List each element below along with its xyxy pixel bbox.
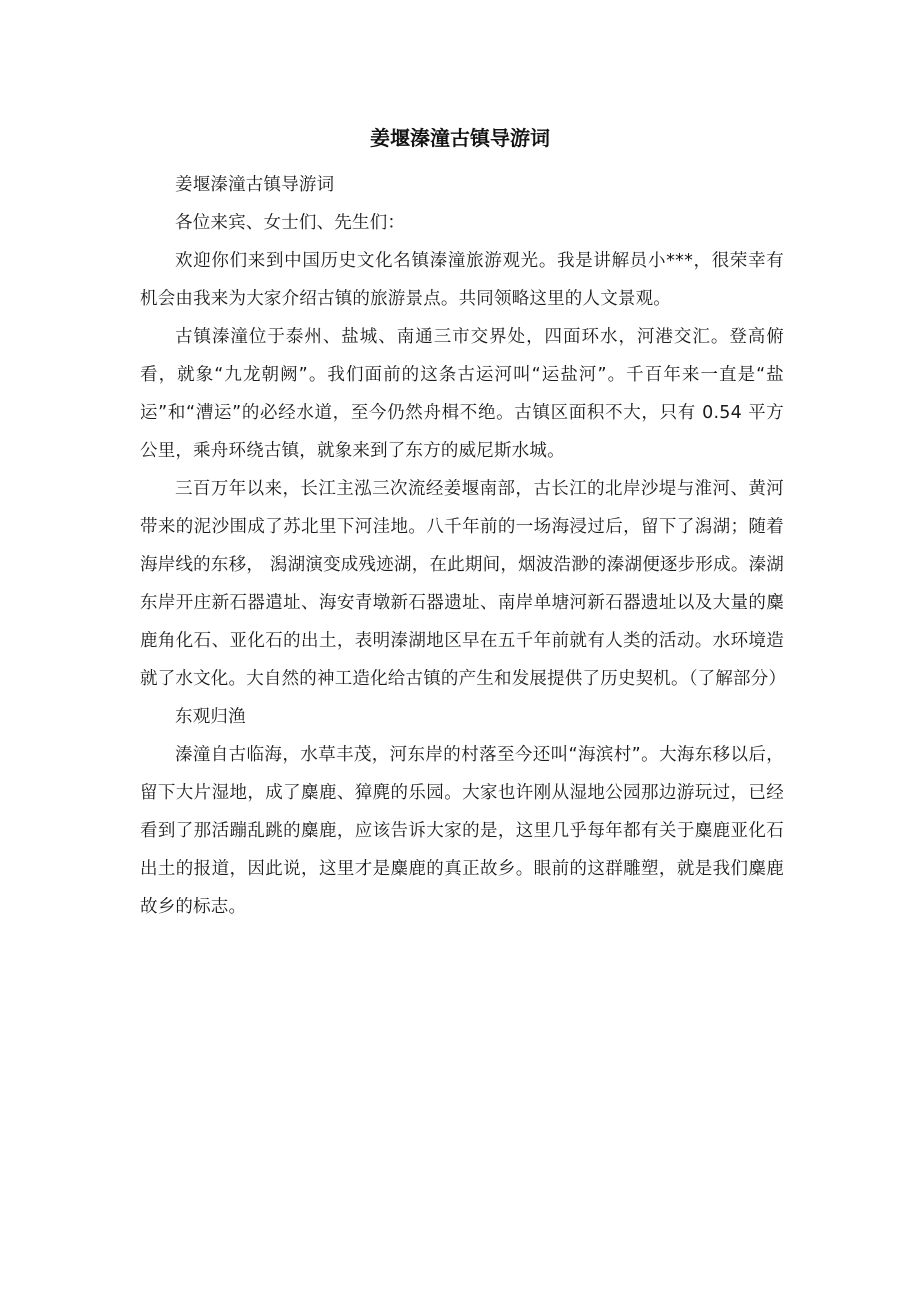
paragraph-location: 古镇溱潼位于泰州、盐城、南通三市交界处，四面环水，河港交汇。登高俯看，就象“九龙朝阙”。我们面前的这条古运河叫“运盐河”。千百年来一直是“盐运”和“漕运”的必经水道，至今仍然舟楫不绝。古镇区面积不大，只有 0.54 平方公里，乘舟环绕古镇，就象来到了东方的威尼斯水城。 xyxy=(140,327,784,461)
paragraph-welcome: 欢迎你们来到中国历史文化名镇溱潼旅游观光。我是讲解员小***，很荣幸有机会由我来为大家介绍古镇的旅游景点。共同领略这里的人文景观。 xyxy=(140,251,784,309)
paragraph-greeting: 各位来宾、女士们、先生们： xyxy=(175,213,406,233)
document-title: 姜堰溱潼古镇导游词 xyxy=(370,126,550,150)
document-body xyxy=(140,166,787,926)
paragraph-subtitle: 姜堰溱潼古镇导游词 xyxy=(175,175,335,195)
paragraph-milu: 溱潼自古临海，水草丰茂，河东岸的村落至今还叫“海滨村”。大海东移以后，留下大片湿地，成了麋鹿、獐麂的乐园。大家也许刚从湿地公园那边游玩过，已经看到了那活蹦乱跳的麋鹿，应该告诉大家的是，这里几乎每年都有关于麋鹿亚化石出土的报道，因此说，这里才是麋鹿的真正故乡。眼前的这群雕塑，就是我们麋鹿故乡的标志。 xyxy=(140,745,784,917)
paragraph-history: 三百万年以来，长江主泓三次流经姜堰南部，古长江的北岸沙堤与淮河、黄河带来的泥沙围成了苏北里下河洼地。八千年前的一场海浸过后，留下了潟湖；随着海岸线的东移， 潟湖演变成残迹湖，在此期间，烟波浩渺的溱湖便逐步形成。溱湖东岸开庄新石器遣址、海安青墩新石器遗址、南岸单塘河新石器遗址以及大量的麋鹿角化石、亚化石的出土，表明溱湖地区早在五千年前就有人类的活动。水环境造就了水文化。大自然的神工造化给古镇的产生和发展提供了历史契机。（了解部分） xyxy=(140,479,787,689)
section-heading-dongguan: 东观归渔 xyxy=(175,707,246,727)
